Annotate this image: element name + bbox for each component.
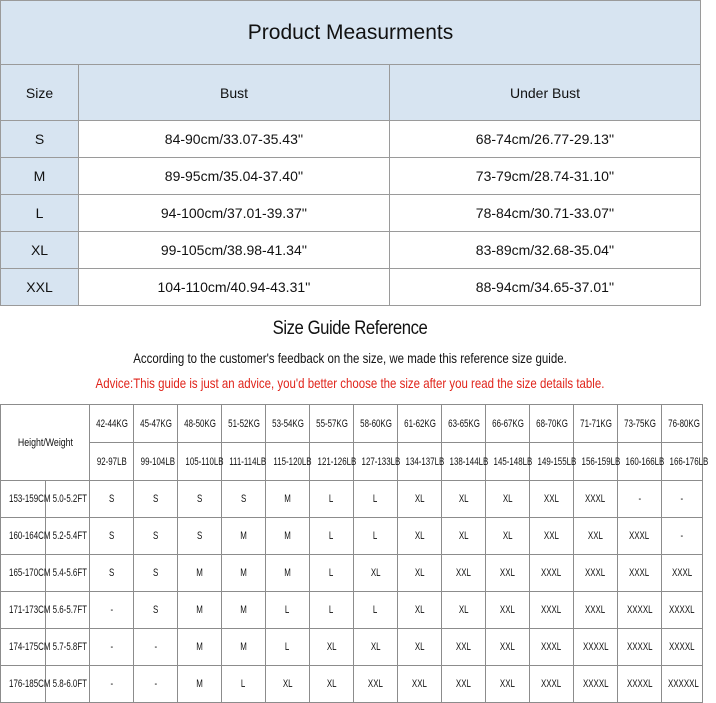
size-recommendation-cell (178, 629, 222, 666)
size-recommendation-cell (222, 481, 266, 518)
size-recommendation-cell-text: L (373, 604, 378, 616)
size-recommendation-cell (662, 481, 703, 518)
weight-kg-cell-text: 45-47KG (140, 417, 172, 430)
size-recommendation-cell-text: L (329, 493, 334, 505)
size-recommendation-cell-text: XXXL (541, 604, 562, 616)
height-cm-cell (1, 592, 51, 629)
size-recommendation-cell (310, 666, 354, 703)
weight-lb-cell-text: 92-97LB (96, 455, 127, 468)
size-recommendation-cell (574, 592, 618, 629)
height-ft-cell-text: 5.7-5.8FT (52, 641, 88, 653)
under-bust-cell: 68-74cm/26.77-29.13'' (390, 121, 701, 158)
size-recommendation-cell (222, 592, 266, 629)
height-ft-cell-text: 5.8-6.0FT (52, 678, 88, 690)
size-recommendation-cell (178, 592, 222, 629)
size-recommendation-cell (310, 481, 354, 518)
weight-kg-cell-text: 48-50KG (184, 417, 216, 430)
size-recommendation-cell (90, 592, 134, 629)
weight-lb-cell (530, 443, 577, 481)
size-recommendation-cell-text: XXL (456, 641, 471, 653)
bust-cell: 104-110cm/40.94-43.31'' (79, 269, 390, 306)
size-recommendation-cell-text: M (284, 567, 291, 579)
size-recommendation-cell-text: L (329, 567, 334, 579)
size-recommendation-cell (398, 518, 442, 555)
size-recommendation-cell-text: - (638, 493, 641, 505)
height-weight-corner (1, 405, 90, 481)
size-recommendation-cell-text: XXXXL (669, 604, 695, 616)
size-recommendation-cell (398, 555, 442, 592)
size-guide-title: Size Guide Reference (272, 318, 428, 339)
size-recommendation-cell-text: XXXL (541, 567, 562, 579)
size-recommendation-cell-text: S (196, 530, 203, 542)
size-recommendation-cell-text: XXXXL (626, 641, 653, 653)
size-recommendation-cell-text: XXXL (671, 567, 693, 579)
size-recommendation-cell (178, 555, 222, 592)
size-cell: XXL (1, 269, 79, 306)
table-row (1, 195, 701, 232)
size-recommendation-cell (354, 592, 398, 629)
size-recommendation-cell (618, 666, 662, 703)
size-recommendation-cell-text: M (240, 530, 247, 542)
height-cm-cell (1, 666, 51, 703)
size-recommendation-cell-text: - (154, 678, 157, 690)
weight-kg-cell (90, 405, 134, 443)
table-row (1, 481, 703, 518)
size-recommendation-cell (486, 629, 530, 666)
size-cell: S (1, 121, 79, 158)
size-recommendation-cell (134, 518, 178, 555)
size-recommendation-cell (266, 592, 310, 629)
size-recommendation-cell-text: L (285, 604, 290, 616)
weight-kg-cell-text: 66-67KG (492, 417, 524, 430)
size-recommendation-cell-text: - (680, 530, 684, 542)
size-recommendation-cell-text: S (196, 493, 203, 505)
size-guide-advice: Advice:This guide is just an advice, you'd better choose the size after you read the size details table. (95, 375, 605, 391)
size-recommendation-cell-text: XL (282, 678, 293, 690)
weight-lb-cell (486, 443, 533, 481)
size-recommendation-cell (662, 629, 703, 666)
size-recommendation-cell (266, 555, 310, 592)
height-weight-corner-text: Height/Weight (17, 436, 73, 449)
size-recommendation-cell (662, 666, 703, 703)
size-recommendation-cell (398, 592, 442, 629)
size-recommendation-cell-text: XXL (588, 530, 603, 542)
size-recommendation-cell-text: XXL (500, 604, 515, 616)
under-bust-cell: 88-94cm/34.65-37.01'' (390, 269, 701, 306)
size-recommendation-cell (266, 518, 310, 555)
weight-kg-cell (222, 405, 266, 443)
weight-kg-row (1, 405, 703, 443)
height-cm-cell (1, 629, 51, 666)
height-ft-cell (46, 518, 90, 555)
height-cm-cell-text: 160-164CM (9, 530, 51, 542)
weight-kg-cell-text: 76-80KG (668, 417, 700, 430)
size-recommendation-cell-text: XL (458, 493, 469, 505)
weight-lb-cell-text: 115-120LB (273, 455, 312, 468)
height-cm-cell (1, 518, 51, 555)
weight-lb-cell (618, 443, 665, 481)
size-recommendation-cell-text: L (285, 641, 290, 653)
height-cm-cell-text: 153-159CM (9, 493, 51, 505)
size-recommendation-cell-text: S (108, 530, 115, 542)
size-recommendation-cell (134, 666, 178, 703)
height-cm-cell-text: 165-170CM (9, 567, 51, 579)
size-recommendation-cell (486, 555, 530, 592)
size-recommendation-cell-text: S (108, 567, 115, 579)
size-recommendation-cell-text: XXXXL (582, 641, 609, 653)
size-cell: L (1, 195, 79, 232)
size-cell: XL (1, 232, 79, 269)
size-recommendation-cell-text: XL (414, 604, 425, 616)
size-recommendation-cell (442, 629, 486, 666)
under-bust-cell: 83-89cm/32.68-35.04'' (390, 232, 701, 269)
size-recommendation-cell (134, 629, 178, 666)
size-recommendation-cell (530, 666, 574, 703)
size-recommendation-cell-text: XL (502, 493, 513, 505)
size-recommendation-cell-text: XXXL (585, 567, 606, 579)
size-recommendation-cell-text: XXL (456, 678, 471, 690)
size-recommendation-cell-text: L (373, 493, 378, 505)
size-recommendation-cell (442, 518, 486, 555)
size-recommendation-cell-text: XXL (412, 678, 427, 690)
weight-lb-cell (222, 443, 266, 481)
size-recommendation-cell (486, 518, 530, 555)
height-ft-cell-text: 5.4-5.6FT (52, 567, 88, 579)
size-recommendation-cell-text: - (110, 604, 113, 616)
weight-kg-cell-text: 55-57KG (316, 417, 348, 430)
size-recommendation-cell (134, 555, 178, 592)
size-recommendation-cell (442, 666, 486, 703)
size-recommendation-cell (266, 481, 310, 518)
size-recommendation-cell (442, 555, 486, 592)
weight-kg-cell-text: 63-65KG (448, 417, 480, 430)
size-recommendation-cell (662, 518, 703, 555)
size-recommendation-cell (310, 555, 354, 592)
size-recommendation-cell-text: S (152, 567, 159, 579)
size-recommendation-cell-text: M (196, 641, 203, 653)
size-recommendation-cell-text: XL (502, 530, 513, 542)
size-recommendation-cell-text: XXXXL (626, 604, 653, 616)
size-recommendation-cell (354, 555, 398, 592)
size-cell: M (1, 158, 79, 195)
size-recommendation-cell-text: XL (326, 641, 337, 653)
weight-kg-cell (442, 405, 486, 443)
size-recommendation-cell-text: - (680, 493, 684, 505)
weight-kg-cell (662, 405, 703, 443)
height-ft-cell (46, 592, 90, 629)
height-cm-cell-text: 174-175CM (9, 641, 51, 653)
size-recommendation-cell-text: S (152, 493, 159, 505)
table-row (1, 592, 703, 629)
size-recommendation-cell-text: L (329, 604, 334, 616)
size-recommendation-cell-text: XL (326, 678, 337, 690)
size-recommendation-cell (618, 592, 662, 629)
size-recommendation-cell-text: L (329, 530, 334, 542)
size-recommendation-cell (618, 518, 662, 555)
height-cm-cell-text: 176-185CM (9, 678, 51, 690)
size-recommendation-cell-text: XXL (456, 567, 471, 579)
size-recommendation-cell-text: M (284, 530, 291, 542)
size-recommendation-cell (574, 481, 618, 518)
height-ft-cell-text: 5.6-5.7FT (52, 604, 88, 616)
under-bust-cell: 78-84cm/30.71-33.07'' (390, 195, 701, 232)
weight-kg-cell (178, 405, 222, 443)
weight-kg-cell-text: 73-75KG (624, 417, 656, 430)
size-recommendation-cell-text: - (154, 641, 157, 653)
height-cm-cell (1, 481, 51, 518)
size-recommendation-cell-text: M (196, 567, 203, 579)
size-recommendation-cell (530, 629, 574, 666)
weight-lb-cell (178, 443, 222, 481)
size-recommendation-cell (530, 518, 574, 555)
weight-kg-cell (354, 405, 398, 443)
weight-kg-cell (398, 405, 442, 443)
weight-kg-cell-text: 42-44KG (96, 417, 128, 430)
header-bust: Bust (79, 65, 390, 121)
size-recommendation-cell-text: XL (370, 567, 381, 579)
size-recommendation-cell-text: XXXL (585, 493, 606, 505)
size-recommendation-cell (662, 592, 703, 629)
height-ft-cell (46, 629, 90, 666)
weight-lb-cell-text: 156-159LB (581, 455, 621, 468)
size-recommendation-cell (90, 555, 134, 592)
size-recommendation-cell-text: M (240, 604, 247, 616)
size-recommendation-cell (310, 592, 354, 629)
size-recommendation-cell-text: XXL (500, 641, 515, 653)
weight-lb-cell-text: 111-114LB (229, 455, 267, 468)
size-recommendation-cell (178, 481, 222, 518)
weight-lb-cell (662, 443, 709, 481)
size-recommendation-cell (178, 518, 222, 555)
weight-lb-cell-text: 160-166LB (625, 455, 665, 468)
size-recommendation-cell (530, 555, 574, 592)
size-recommendation-cell (222, 666, 266, 703)
size-recommendation-cell (398, 481, 442, 518)
bust-cell: 84-90cm/33.07-35.43'' (79, 121, 390, 158)
weight-lb-cell (398, 443, 445, 481)
table-row (1, 518, 703, 555)
size-recommendation-cell-text: M (196, 678, 203, 690)
header-size: Size (1, 65, 79, 121)
size-recommendation-cell (90, 666, 134, 703)
size-recommendation-cell-text: XL (414, 530, 425, 542)
size-recommendation-cell (662, 555, 703, 592)
weight-lb-cell (574, 443, 621, 481)
weight-lb-cell-text: 149-155LB (537, 455, 577, 468)
header-under-bust: Under Bust (390, 65, 701, 121)
weight-lb-cell-text: 105-110LB (185, 455, 224, 468)
size-recommendation-cell (310, 629, 354, 666)
weight-lb-cell (134, 443, 178, 481)
measurement-table (0, 0, 701, 306)
size-recommendation-cell (266, 666, 310, 703)
size-recommendation-cell-text: XXL (500, 678, 515, 690)
size-recommendation-cell (530, 481, 574, 518)
size-recommendation-cell-text: XXL (500, 567, 515, 579)
size-recommendation-cell-text: XXL (544, 493, 559, 505)
size-recommendation-cell-text: XXXL (585, 604, 606, 616)
weight-kg-cell (618, 405, 662, 443)
size-recommendation-cell-text: XXXL (541, 678, 562, 690)
bust-cell: 94-100cm/37.01-39.37'' (79, 195, 390, 232)
weight-kg-cell (530, 405, 574, 443)
size-recommendation-cell (486, 666, 530, 703)
weight-lb-cell-text: 166-176LB (669, 455, 709, 468)
height-ft-cell (46, 666, 90, 703)
size-recommendation-cell (574, 555, 618, 592)
height-ft-cell-text: 5.2-5.4FT (52, 530, 88, 542)
size-recommendation-cell-text: - (110, 678, 113, 690)
weight-lb-cell-text: 134-137LB (405, 455, 445, 468)
size-recommendation-cell-text: M (284, 493, 291, 505)
size-recommendation-cell-text: XXXXL (582, 678, 609, 690)
size-recommendation-cell-text: M (196, 604, 203, 616)
weight-lb-cell-text: 121-126LB (317, 455, 357, 468)
height-ft-cell (46, 555, 90, 592)
size-recommendation-cell (134, 592, 178, 629)
table-row (1, 121, 701, 158)
size-recommendation-cell (442, 592, 486, 629)
table-row (1, 158, 701, 195)
weight-kg-cell-text: 68-70KG (536, 417, 568, 430)
height-cm-cell (1, 555, 51, 592)
size-recommendation-cell (618, 555, 662, 592)
size-recommendation-cell (618, 481, 662, 518)
size-recommendation-cell (178, 666, 222, 703)
size-recommendation-cell-text: M (240, 641, 247, 653)
size-recommendation-cell-text: XXXXL (669, 641, 695, 653)
size-recommendation-cell-text: XXL (368, 678, 383, 690)
size-recommendation-cell (266, 629, 310, 666)
table-row (1, 666, 703, 703)
size-recommendation-cell-text: XL (458, 604, 469, 616)
size-recommendation-cell (398, 629, 442, 666)
size-recommendation-cell-text: L (241, 678, 246, 690)
size-recommendation-cell-text: XXXXXL (668, 678, 699, 690)
height-ft-cell (46, 481, 90, 518)
size-recommendation-cell-text: XXXL (629, 530, 650, 542)
size-recommendation-cell-text: XL (414, 567, 425, 579)
under-bust-cell: 73-79cm/28.74-31.10'' (390, 158, 701, 195)
size-recommendation-cell (134, 481, 178, 518)
weight-lb-row (1, 443, 703, 481)
size-recommendation-cell (222, 518, 266, 555)
size-recommendation-cell (354, 518, 398, 555)
weight-lb-cell-text: 127-133LB (361, 455, 401, 468)
weight-kg-cell-text: 51-52KG (228, 417, 260, 430)
size-recommendation-cell-text: XXXL (629, 567, 650, 579)
size-recommendation-cell (618, 629, 662, 666)
size-recommendation-cell (574, 666, 618, 703)
weight-kg-cell (134, 405, 178, 443)
table-row (1, 629, 703, 666)
size-recommendation-cell (354, 481, 398, 518)
table-row (1, 269, 701, 306)
weight-lb-cell (354, 443, 401, 481)
height-ft-cell-text: 5.0-5.2FT (52, 493, 88, 505)
size-recommendation-cell-text: S (152, 604, 159, 616)
weight-kg-cell-text: 71-71KG (580, 417, 612, 430)
size-recommendation-cell (574, 629, 618, 666)
size-recommendation-cell-text: XL (414, 641, 425, 653)
size-recommendation-cell (90, 629, 134, 666)
size-recommendation-cell (354, 629, 398, 666)
height-cm-cell-text: 171-173CM (9, 604, 51, 616)
size-recommendation-cell-text: S (152, 530, 159, 542)
weight-lb-cell (90, 443, 134, 481)
size-recommendation-cell (486, 481, 530, 518)
weight-kg-cell-text: 53-54KG (272, 417, 304, 430)
weight-kg-cell-text: 61-62KG (404, 417, 436, 430)
bust-cell: 99-105cm/38.98-41.34'' (79, 232, 390, 269)
size-recommendation-cell (530, 592, 574, 629)
size-recommendation-cell (90, 481, 134, 518)
size-recommendation-cell (442, 481, 486, 518)
weight-lb-cell (442, 443, 489, 481)
size-recommendation-cell-text: XL (370, 641, 381, 653)
measurement-title: Product Measurments (1, 1, 701, 65)
weight-lb-cell-text: 145-148LB (493, 455, 533, 468)
size-recommendation-cell (354, 666, 398, 703)
weight-kg-cell (310, 405, 354, 443)
size-recommendation-cell (222, 555, 266, 592)
weight-lb-cell-text: 138-144LB (449, 455, 489, 468)
size-recommendation-cell-text: M (240, 567, 247, 579)
measurement-header-row (1, 65, 701, 121)
weight-lb-cell (310, 443, 357, 481)
weight-kg-cell (574, 405, 618, 443)
size-recommendation-cell (310, 518, 354, 555)
size-reference-table (0, 404, 709, 703)
size-recommendation-cell-text: S (108, 493, 115, 505)
table-row (1, 232, 701, 269)
size-recommendation-cell (222, 629, 266, 666)
size-recommendation-cell-text: - (110, 641, 113, 653)
weight-lb-cell (266, 443, 310, 481)
bust-cell: 89-95cm/35.04-37.40'' (79, 158, 390, 195)
size-recommendation-cell-text: XXL (544, 530, 559, 542)
size-recommendation-cell-text: XXXL (541, 641, 562, 653)
size-recommendation-cell (90, 518, 134, 555)
size-recommendation-cell-text: XL (414, 493, 425, 505)
weight-lb-cell-text: 99-104LB (140, 455, 176, 468)
weight-kg-cell (266, 405, 310, 443)
size-recommendation-cell (398, 666, 442, 703)
size-recommendation-cell (486, 592, 530, 629)
size-recommendation-cell-text: L (373, 530, 378, 542)
weight-kg-cell-text: 58-60KG (360, 417, 392, 430)
size-guide-intro: According to the customer's feedback on the size, we made this reference size guide. (133, 350, 567, 366)
weight-kg-cell (486, 405, 530, 443)
table-row (1, 555, 703, 592)
size-recommendation-cell-text: XL (458, 530, 469, 542)
size-recommendation-cell-text: S (240, 493, 247, 505)
size-recommendation-cell (574, 518, 618, 555)
size-recommendation-cell-text: XXXXL (626, 678, 653, 690)
